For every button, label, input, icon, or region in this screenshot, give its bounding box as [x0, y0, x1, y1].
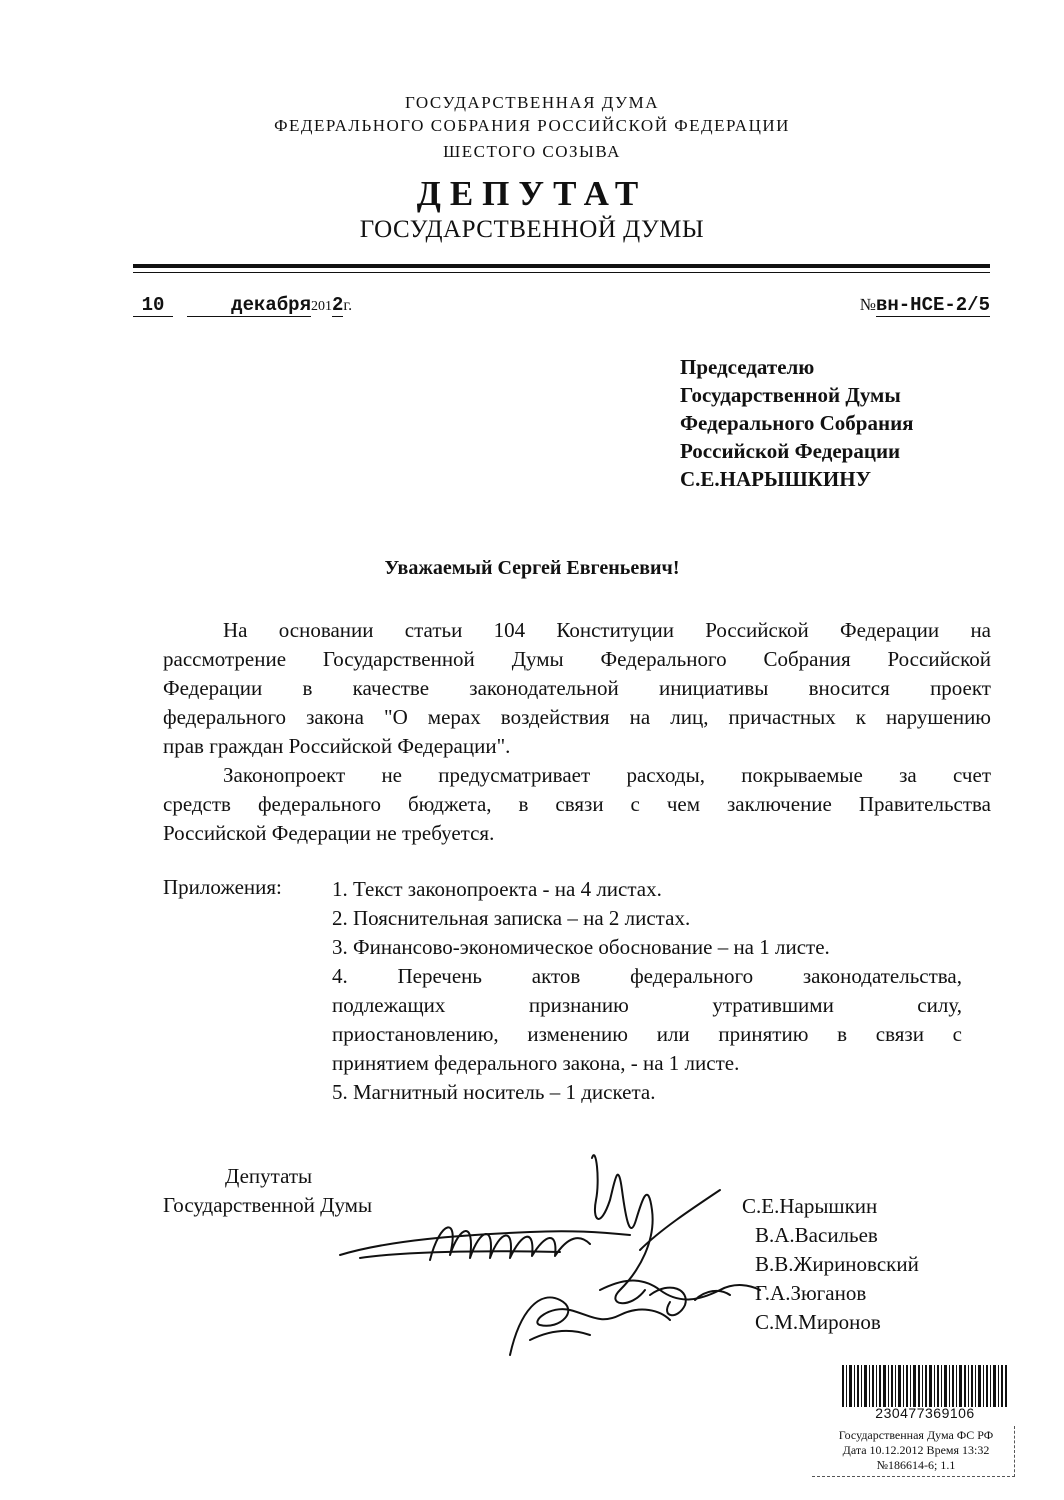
body-line: Законопроект не предусматривает расходы, покрываемые за счет	[223, 763, 991, 787]
attachments-label: Приложения:	[163, 875, 282, 899]
attachment-item: принятием федерального закона, - на 1 листе.	[332, 1051, 740, 1075]
date-month: декабря	[187, 294, 311, 317]
number-value: вн-НСЕ-2/5	[875, 294, 990, 316]
deputies-label-1: Депутаты	[225, 1164, 313, 1188]
body-line: Российской Федерации не требуется.	[163, 821, 495, 845]
header-line-duma: ГОСУДАРСТВЕННАЯ ДУМА	[405, 93, 659, 112]
handwritten-signatures	[300, 1140, 780, 1370]
addressee-line: Федерального Собрания	[680, 411, 914, 435]
signatory-name-4: С.М.Миронов	[755, 1310, 881, 1334]
registration-line: Государственная Дума ФС РФ	[838, 1428, 994, 1442]
attachment-item: 5. Магнитный носитель – 1 дискета.	[332, 1080, 656, 1104]
greeting: Уважаемый Сергей Евгеньевич!	[384, 557, 680, 579]
signatory-name-3: Г.А.Зюганов	[755, 1281, 867, 1305]
attachment-item: 2. Пояснительная записка – на 2 листах.	[332, 906, 691, 930]
signatory-name-0: С.Е.Нарышкин	[742, 1194, 878, 1218]
number-prefix: №	[859, 295, 876, 314]
barcode	[840, 1365, 1010, 1407]
body-line: средств федерального бюджета, в связи с чем заключение Правительства	[163, 792, 991, 816]
barcode-number: 230477369106	[875, 1405, 975, 1421]
registration-line: №186614-6; 1.1	[876, 1458, 956, 1472]
registration-stamp	[818, 1428, 1014, 1473]
date-line	[133, 294, 352, 317]
attachment-item: 1. Текст законопроекта - на 4 листах.	[332, 877, 662, 901]
body-line: прав граждан Российской Федерации".	[163, 734, 511, 758]
body-line: рассмотрение Государственной Думы Федерального Собрания Российской	[163, 647, 991, 671]
attachment-item: 4. Перечень актов федерального законодательства,	[332, 964, 962, 988]
body-line: федерального закона "О мерах воздействия на лиц, причастных к нарушению	[163, 705, 991, 729]
body-line: Федерации в качестве законодательной инициативы вносится проект	[163, 676, 991, 700]
attachment-item: 3. Финансово-экономическое обоснование – на 1 листе.	[332, 935, 830, 959]
signatory-name-2: В.В.Жириновский	[755, 1252, 919, 1276]
body-text	[163, 616, 991, 848]
date-day: 10	[133, 294, 173, 317]
attachments-list	[332, 875, 962, 1107]
header-rule-thin	[133, 272, 990, 273]
header-line-assembly: ФЕДЕРАЛЬНОГО СОБРАНИЯ РОССИЙСКОЙ ФЕДЕРАЦИИ	[274, 116, 790, 135]
header-subtitle: ГОСУДАРСТВЕННОЙ ДУМЫ	[359, 216, 705, 243]
attachment-item: подлежащих признанию утратившими силу,	[332, 993, 962, 1017]
date-year-prefix: 201	[311, 299, 332, 314]
header-title: ДЕПУТАТ	[416, 174, 648, 213]
addressee-line: Председателю	[680, 355, 815, 379]
header-rule-thick	[133, 264, 990, 268]
registration-line: Дата 10.12.2012 Время 13:32	[842, 1443, 990, 1457]
attachment-item: приостановлению, изменению или принятию в связи с	[332, 1022, 962, 1046]
addressee-name: С.Е.НАРЫШКИНУ	[680, 467, 871, 491]
body-line: На основании статьи 104 Конституции Российской Федерации на	[223, 618, 991, 642]
deputies-label-2: Государственной Думы	[163, 1193, 373, 1217]
date-year-suffix: 2	[332, 294, 344, 316]
date-year-end: г.	[343, 297, 353, 314]
document-number	[860, 294, 990, 316]
addressee-line: Российской Федерации	[680, 439, 901, 463]
signatory-name-1: В.А.Васильев	[755, 1223, 878, 1247]
header-line-convocation: ШЕСТОГО СОЗЫВА	[443, 142, 621, 161]
addressee-block	[680, 353, 914, 493]
addressee-line: Государственной Думы	[680, 383, 901, 407]
